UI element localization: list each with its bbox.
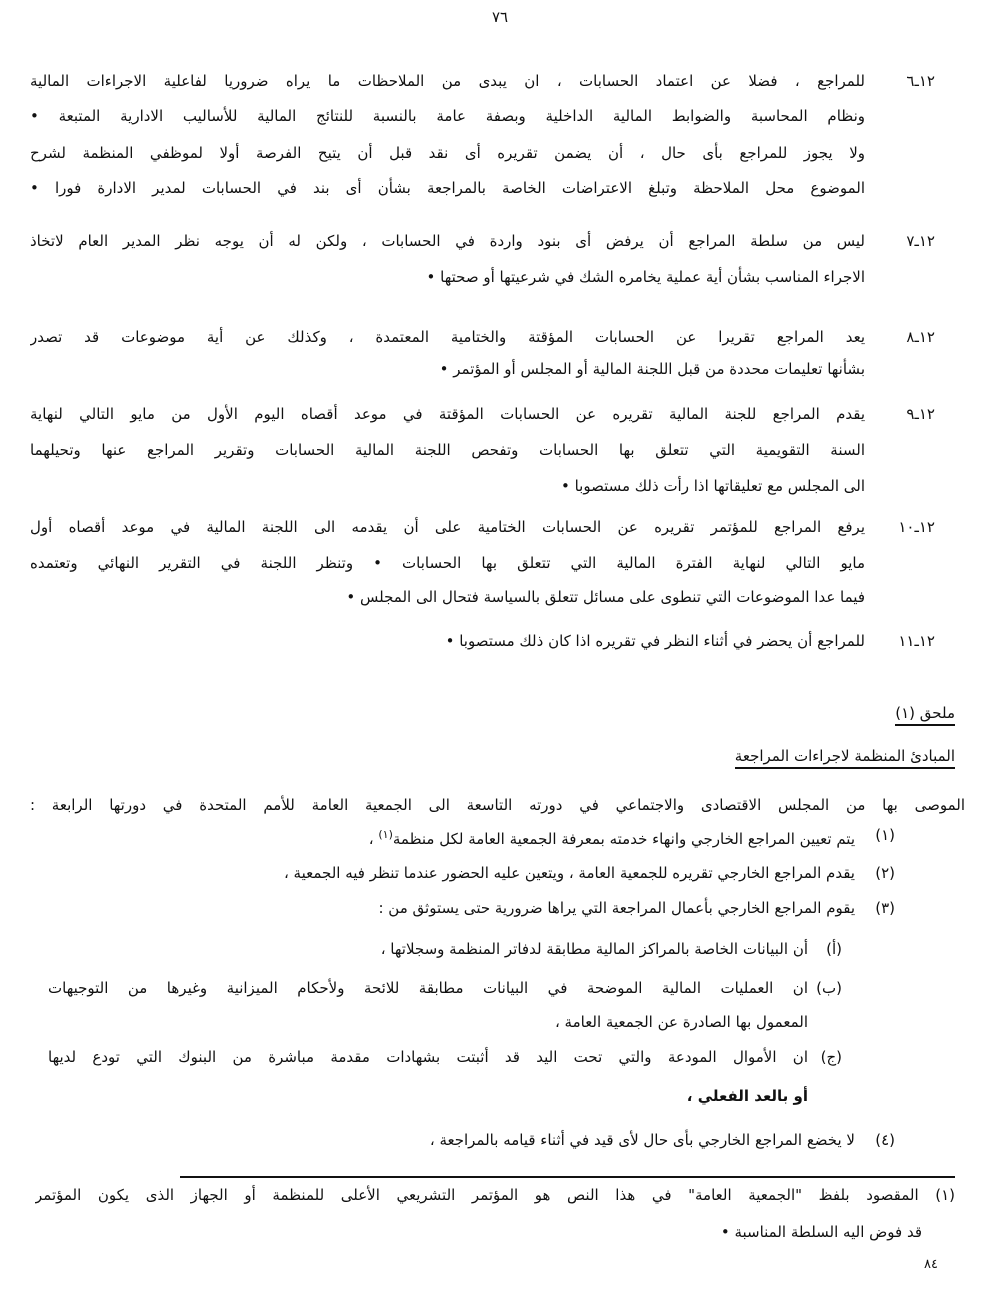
- paragraph-line: بشأنها تعليمات محددة من قبل اللجنة المالية أو المجلس أو المؤتمر •: [439, 360, 865, 378]
- paragraph-line: يقدم المراجع للجنة المالية تقريره عن الحسابات المؤقتة في موعد أقصاه اليوم الأول من مايو التالي لنهاية: [30, 405, 865, 423]
- paragraph-line: فيما عدا الموضوعات التي تنطوى على مسائل تتعلق بالسياسة فتحال الى المجلس •: [346, 588, 865, 606]
- paragraph-number: ١٢ـ١٠: [898, 518, 935, 536]
- paragraph-line: ولا يجوز للمراجع بأى حال ، أن يضمن تقريره أى نقد قبل أن يتيح الفرصة أولا لموظفي المنظمة لشرح: [30, 144, 865, 162]
- item-text: يقوم المراجع الخارجي بأعمال المراجعة التي يراها ضرورية حتى يستوثق من :: [378, 899, 855, 917]
- subitem-number: (ب): [816, 979, 842, 997]
- paragraph-line: الاجراء المناسب بشأن أية عملية يخامره الشك في شرعيتها أو صحتها •: [426, 268, 865, 286]
- item-number: (٣): [875, 899, 895, 917]
- annex-title: ملحق (١): [895, 704, 955, 726]
- paragraph-line: يعد المراجع تقريرا عن الحسابات المؤقتة والختامية المعتمدة ، وكذلك عن أية موضوعات قد تصدر: [30, 328, 865, 346]
- item-number: (٤): [875, 1131, 895, 1149]
- subitem-text: أو بالعد الفعلي ،: [686, 1087, 808, 1105]
- page-number-top: ٧٦: [491, 8, 509, 26]
- annex-heading: المبادئ المنظمة لاجراءات المراجعة: [735, 747, 955, 769]
- item-number: (٢): [875, 864, 895, 882]
- footnote-divider: [180, 1176, 955, 1178]
- paragraph-line: للمراجع أن يحضر في أثناء النظر في تقريره اذا كان ذلك مستصوبا •: [445, 632, 865, 650]
- paragraph-line: يرفع المراجع للمؤتمر تقريره عن الحسابات الختامية على أن يقدمه الى اللجنة المالية في موعد أقصاه أول: [30, 518, 865, 536]
- paragraph-line: السنة التقويمية التي تتعلق بها الحسابات وتفحص اللجنة المالية الحسابات وتقرير المراجع عنها وتحيلهما: [30, 441, 865, 459]
- paragraph-line: للمراجع ، فضلا عن اعتماد الحسابات ، ان يبدى من الملاحظات ما يراه ضروريا لفاعلية الاجراءات المالية: [30, 72, 865, 90]
- footnote-line: (١) المقصود بلفظ "الجمعية العامة" في هذا النص هو المؤتمر التشريعي الأعلى للمنظمة أو الجهاز الذى يكون المؤتمر: [35, 1186, 955, 1204]
- paragraph-line: الموضوع محل الملاحظة وتبلغ الاعتراضات الخاصة بالمراجعة بشأن أى بند في الحسابات لمدير الادارة فورا •: [30, 179, 865, 197]
- paragraph-number: ١٢ـ٧: [906, 232, 935, 250]
- paragraph-line: مايو التالي لنهاية الفترة المالية التي تتعلق بها الحسابات • وتنظر اللجنة في التقرير النهائي وتعتمده: [30, 554, 865, 572]
- item-text: يقدم المراجع الخارجي تقريره للجمعية العامة ، ويتعين عليه الحضور عندما تنظر فيه الجمعية ،: [283, 864, 855, 882]
- subitem-number: (أ): [826, 940, 842, 958]
- subitem-number: (ج): [820, 1048, 842, 1066]
- paragraph-number: ١٢ـ١١: [898, 632, 935, 650]
- paragraph-number: ١٢ـ٨: [906, 328, 935, 346]
- subitem-text: المعمول بها الصادرة عن الجمعية العامة ،: [554, 1013, 808, 1031]
- paragraph-line: الى المجلس مع تعليقاتها اذا رأت ذلك مستصوبا •: [560, 477, 865, 495]
- page-number-bottom: ٨٤: [924, 1257, 938, 1272]
- subitem-text: ان العمليات المالية الموضحة في البيانات مطابقة للائحة ولأحكام الميزانية وغيرها من التوجيهات: [48, 979, 808, 997]
- footnote-line: قد فوض اليه السلطة المناسبة •: [720, 1223, 922, 1241]
- subitem-text: أن البيانات الخاصة بالمراكز المالية مطابقة لدفاتر المنظمة وسجلاتها ،: [380, 940, 808, 958]
- item-text: لا يخضع المراجع الخارجي بأى حال لأى قيد في أثناء قيامه بالمراجعة ،: [429, 1131, 855, 1149]
- subitem-text: ان الأموال المودعة والتي تحت اليد قد أثبتت بشهادات مقدمة مباشرة من البنوك التي تودع لديها: [48, 1048, 808, 1066]
- item-punct: ،: [368, 830, 379, 848]
- paragraph-line: ونظام المحاسبة والضوابط المالية الداخلية وبصفة عامة بالنسبة للنتائج المالية للأساليب الادارية المتبعة •: [30, 107, 865, 125]
- item-number: (١): [875, 826, 895, 844]
- paragraph-number: ١٢ـ٩: [906, 405, 935, 423]
- annex-intro: الموصى بها من المجلس الاقتصادى والاجتماعي في دورته التاسعة الى الجمعية العامة للأمم المتحدة في دورتها الرابعة :: [30, 796, 965, 814]
- paragraph-number: ١٢ـ٦: [906, 72, 935, 90]
- footnote-ref[interactable]: (١): [378, 828, 393, 841]
- paragraph-line: ليس من سلطة المراجع أن يرفض أى بنود واردة في الحسابات ، ولكن له أن يوجه نظر المدير العام لاتخاذ: [30, 232, 865, 250]
- item-text: يتم تعيين المراجع الخارجي وانهاء خدمته بمعرفة الجمعية العامة لكل منظمة: [392, 830, 855, 848]
